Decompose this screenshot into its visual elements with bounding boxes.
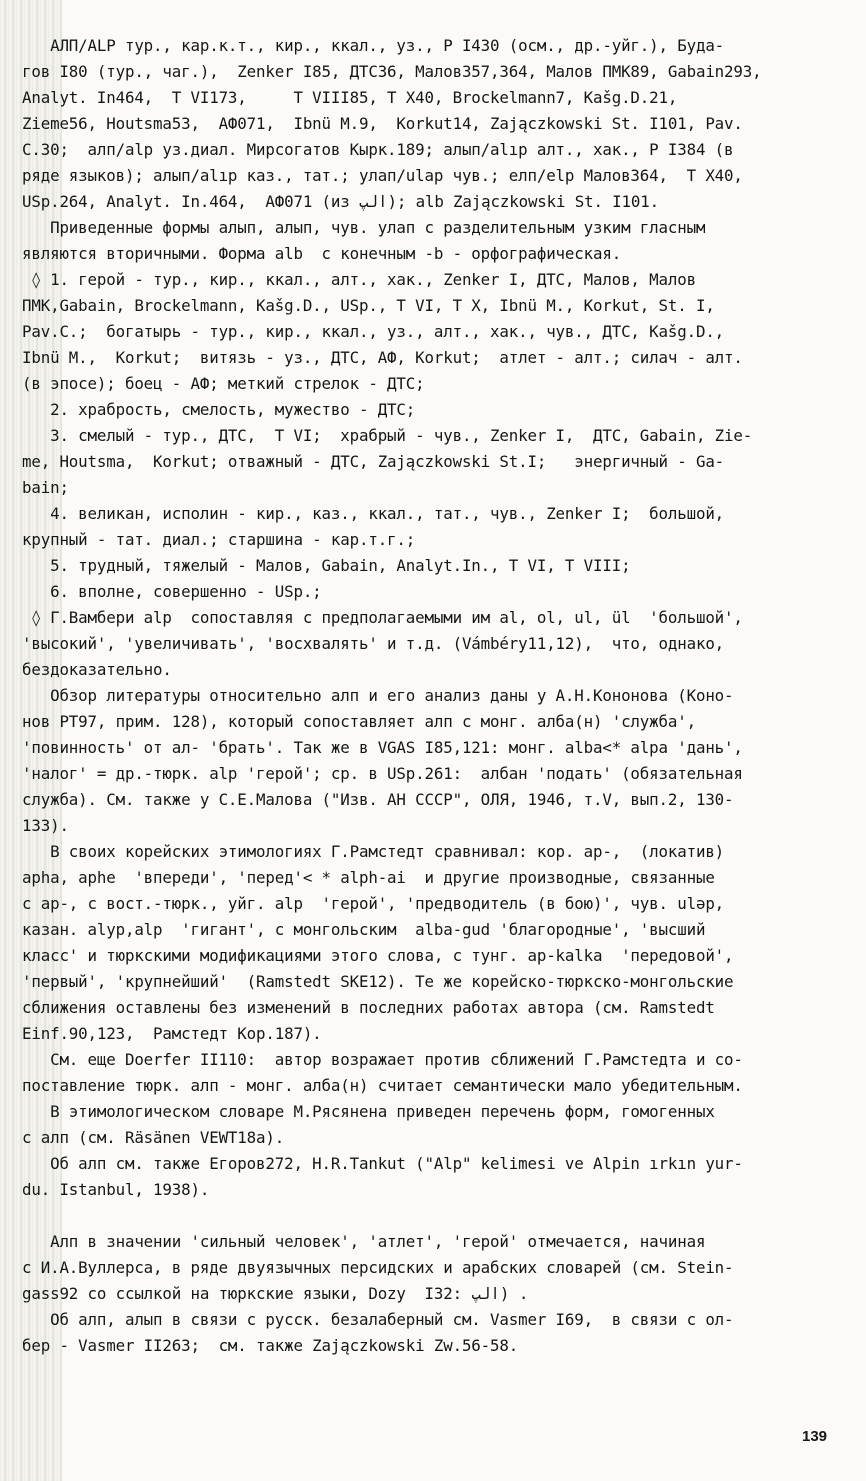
page-number: 139: [802, 1428, 828, 1445]
text-line: поставление тюрк. алп - монг. алба(н) считает семантически мало убедительным.: [22, 1076, 743, 1095]
text-line: Zieme56, Houtsma53, АФ071, Ibnü M.9, Korkut14, Zajączkowski St. I101, Pav.: [22, 114, 743, 133]
text-line: 5. трудный, тяжелый - Малов, Gabain, Analyt.In., Т VI, Т VIII;: [22, 556, 631, 575]
text-line: bain;: [22, 478, 69, 497]
text-line: Pav.C.; богатырь - тур., кир., ккал., уз., алт., хак., чув., ДТС, Kašg.D.,: [22, 322, 725, 341]
text-line: бер - Vasmer II263; см. также Zajączkowski Zw.56-58.: [22, 1336, 519, 1355]
text-line: АЛП/ALP тур., кар.к.т., кир., ккал., уз., Р I430 (осм., др.-уйг.), Буда-: [22, 36, 725, 55]
text-line: 'высокий', 'увеличивать', 'восхвалять' и т.д. (Vámbéry11,12), что, однако,: [22, 634, 725, 653]
text-line: сближения оставлены без изменений в последних работах автора (см. Ramstedt: [22, 998, 715, 1017]
text-line: нов PT97, прим. 128), который сопоставляет алп с монг. алба(н) 'служба',: [22, 712, 696, 731]
text-line: ◊ 1. герой - тур., кир., ккал., алт., хак., Zenker I, ДТС, Малов, Малов: [22, 270, 696, 289]
text-line: 3. смелый - тур., ДТС, Т VI; храбрый - чув., Zenker I, ДТС, Gabain, Zie-: [22, 426, 753, 445]
text-line: бездоказательно.: [22, 660, 172, 679]
text-line: служба). См. также у С.Е.Малова ("Изв. АН СССР", ОЛЯ, 1946, т.V, вып.2, 130-: [22, 790, 734, 809]
text-line: В этимологическом словаре М.Рясянена приведен перечень форм, гомогенных: [22, 1102, 715, 1121]
text-line: du. Istanbul, 1938).: [22, 1180, 210, 1199]
text-line: 133).: [22, 816, 69, 835]
text-line: 2. храбрость, смелость, мужество - ДТС;: [22, 400, 416, 419]
text-line: Analyt. In464, Т VI173, Т VIII85, Т X40, Brockelmann7, Kašg.D.21,: [22, 88, 678, 107]
text-line: 4. великан, исполин - кир., каз., ккал., тат., чув., Zenker I; большой,: [22, 504, 725, 523]
text-line: 'налог' = др.-тюрк. alp 'герой'; ср. в USp.261: албан 'подать' (обязательная: [22, 764, 743, 783]
text-line: gass92 со ссылкой на тюркские языки, Dozy I32: الپ) .: [22, 1284, 529, 1303]
text-line: me, Houtsma, Korkut; отважный - ДТС, Zajączkowski St.I; энергичный - Ga-: [22, 452, 725, 471]
text-line: ПМК,Gabain, Brockelmann, Kašg.D., USp., Т VI, Т X, Ibnü M., Korkut, St. I,: [22, 296, 715, 315]
text-line: 6. вполне, совершенно - USp.;: [22, 582, 322, 601]
text-line: В своих корейских этимологиях Г.Рамстедт сравнивал: кор. ap-, (локатив): [22, 842, 725, 861]
text-line: apha, aphe 'впереди', 'перед'< * alph-ai и другие производные, связанные: [22, 868, 715, 887]
text-line: Приведенные формы алып, алып, чув. улап с разделительным узким гласным: [22, 218, 706, 237]
text-line: казан. alyp,alp 'гигант', с монгольским alba-gud 'благородные', 'высший: [22, 920, 706, 939]
text-line: USp.264, Analyt. In.464, АФ071 (из الپ); alb Zajączkowski St. I101.: [22, 192, 659, 211]
text-line: гов I80 (тур., чаг.), Zenker I85, ДТС36, Малов357,364, Малов ПМК89, Gabain293,: [22, 62, 762, 81]
text-line: Об алп см. также Егоров272, H.R.Tankut ("Alp" kelimesi ve Alpin ırkın yur-: [22, 1154, 743, 1173]
text-line: Einf.90,123, Рамстедт Кор.187).: [22, 1024, 322, 1043]
text-line: Обзор литературы относительно алп и его анализ даны у А.Н.Кононова (Коно-: [22, 686, 734, 705]
text-line: с И.А.Вуллерса, в ряде двуязычных персидских и арабских словарей (см. Stein-: [22, 1258, 734, 1277]
text-line: с ap-, с вост.-тюрк., уйг. alp 'герой', 'предводитель (в бою)', чув. ulǝp,: [22, 894, 725, 913]
text-line: с алп (см. Räsänen VEWT18a).: [22, 1128, 285, 1147]
text-line: C.30; алп/alp уз.диал. Мирсогатов Кырк.189; алып/alıp алт., хак., Р I384 (в: [22, 140, 734, 159]
text-line: являются вторичными. Форма alb с конечным -b - орфографическая.: [22, 244, 622, 263]
text-line: См. еще Doerfer II110: автор возражает против сближений Г.Рамстедта и со-: [22, 1050, 743, 1069]
text-line: ряде языков); алып/alıp каз., тат.; улап/ulap чув.; елп/elp Малов364, Т X40,: [22, 166, 743, 185]
text-line: 'повинность' от ал- 'брать'. Так же в VGAS I85,121: монг. alba<* alpa 'дань',: [22, 738, 743, 757]
text-line: Алп в значении 'сильный человек', 'атлет', 'герой' отмечается, начиная: [22, 1232, 706, 1251]
text-line: Ibnü M., Korkut; витязь - уз., ДТС, АФ, Korkut; атлет - алт.; силач - алт.: [22, 348, 743, 367]
text-line: крупный - тат. диал.; старшина - кар.т.г.;: [22, 530, 416, 549]
text-line: (в эпосе); боец - АФ; меткий стрелок - ДТС;: [22, 374, 425, 393]
text-line: ◊ Г.Вамбери alp сопоставляя с предполагаемыми им al, ol, ul, ül 'большой',: [22, 608, 743, 627]
text-line: Об алп, алып в связи с русск. безалаберный см. Vasmer I69, в связи с ол-: [22, 1310, 734, 1329]
text-line: 'первый', 'крупнейший' (Ramstedt SKE12). Те же корейско-тюркско-монгольские: [22, 972, 734, 991]
text-line: класс' и тюркскими модификациями этого слова, с тунг. ap-kalka 'передовой',: [22, 946, 734, 965]
